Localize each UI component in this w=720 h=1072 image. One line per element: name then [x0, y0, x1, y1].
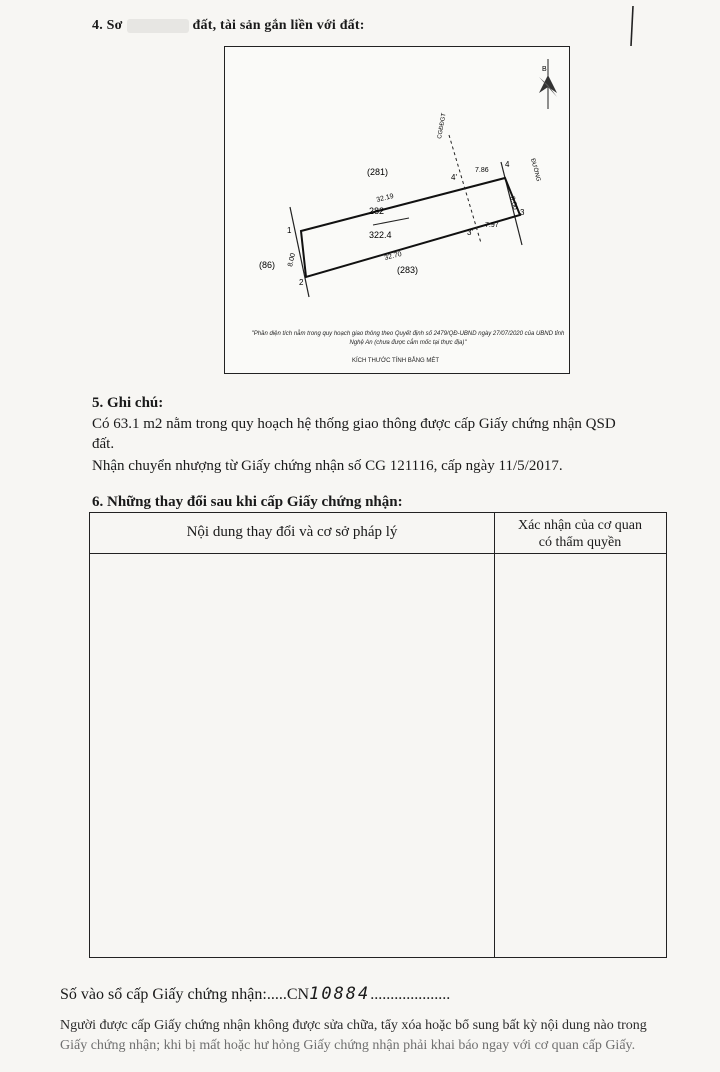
corner-4-prime: 4' — [451, 173, 457, 182]
confirmation-header-line-1: Xác nhận của cơ quan — [517, 518, 642, 533]
registry-handwritten-number: 10884 — [309, 984, 371, 1004]
planning-label: CGĐĐGT — [437, 112, 448, 140]
parcel-number: 282 — [369, 206, 385, 216]
warning-line-2: Giấy chứng nhận; khi bị mất hoặc hư hỏng Giấy chứng nhận phải khai báo ngay với cơ quan cấp Giấy. — [60, 1038, 636, 1053]
confirmation-header-line-2: có thẩm quyền — [538, 535, 622, 550]
neighbor-parcel-bottom: (283) — [397, 265, 419, 275]
north-label: B — [542, 66, 547, 73]
road-label: ĐƯỜNG — [529, 157, 541, 183]
warning-line-1: Người được cấp Giấy chứng nhận không được sửa chữa, tẩy xóa hoặc bổ sung bất kỳ nội dung nào trong — [60, 1018, 647, 1033]
corner-4: 4 — [505, 160, 510, 169]
note-line-3: Nhận chuyển nhượng từ Giấy chứng nhận số CG 121116, cấp ngày 11/5/2017. — [92, 458, 563, 474]
registry-label: Số vào sổ cấp Giấy chứng nhận:..... — [60, 986, 287, 1003]
note-line-1: Có 63.1 m2 nằm trong quy hoạch hệ thống giao thông được cấp Giấy chứng nhận QSD — [92, 416, 616, 432]
map-planning-note: "Phần diện tích nằm trong quy hoạch giao thông theo Quyết định số 2479/QĐ-UBND ngày 27/07/2020 của UBND tỉnh Nghệ An (chưa được cắm mốc tại thực địa)" — [251, 331, 565, 346]
neighbor-parcel-top: (281) — [367, 167, 389, 177]
table-header-divider — [90, 553, 666, 554]
dimension-bottom-right: 7.97 — [485, 222, 499, 229]
parcel-map-drawing — [225, 47, 571, 375]
area-underline — [373, 218, 409, 225]
dimension-top-right: 7.86 — [475, 167, 489, 174]
corner-3: 3 — [520, 208, 525, 217]
changes-table — [89, 512, 667, 958]
parcel-area: 322.4 — [369, 230, 392, 240]
section-4-title-start: 4. Sơ — [92, 18, 123, 33]
note-line-2: đất. — [92, 436, 115, 452]
map-scale-note: KÍCH THƯỚC TÍNH BẰNG MÉT — [352, 358, 440, 364]
section-4-title-end: đất, tài sản gắn liền với đất: — [192, 18, 365, 33]
neighbor-parcel-left: (86) — [259, 260, 276, 270]
registry-trailing-dots: .................... — [370, 986, 451, 1003]
section-4-title — [92, 18, 365, 34]
registry-prefix: CN — [286, 986, 310, 1003]
corner-2: 2 — [299, 278, 304, 287]
dimension-right: 8.00 — [508, 195, 519, 211]
usage-warning — [60, 1016, 700, 1056]
section-6-title: 6. Những thay đổi sau khi cấp Giấy chứng nhận: — [92, 494, 403, 510]
table-header-confirmation — [494, 517, 666, 551]
dimension-bottom: 32.70 — [383, 250, 403, 262]
dimension-left: 8.00 — [287, 252, 298, 268]
pen-stroke-mark — [630, 6, 634, 46]
corner-3-prime: 3' — [467, 228, 473, 237]
parcel-map-frame — [224, 46, 570, 374]
table-column-divider — [494, 513, 495, 957]
section-5-title: 5. Ghi chú: — [92, 395, 164, 411]
redaction-smudge — [127, 19, 189, 33]
corner-1: 1 — [287, 226, 292, 235]
dimension-top: 32.19 — [375, 192, 395, 204]
registry-number-line — [60, 984, 450, 1004]
table-header-content: Nội dung thay đổi và cơ sở pháp lý — [186, 524, 398, 540]
